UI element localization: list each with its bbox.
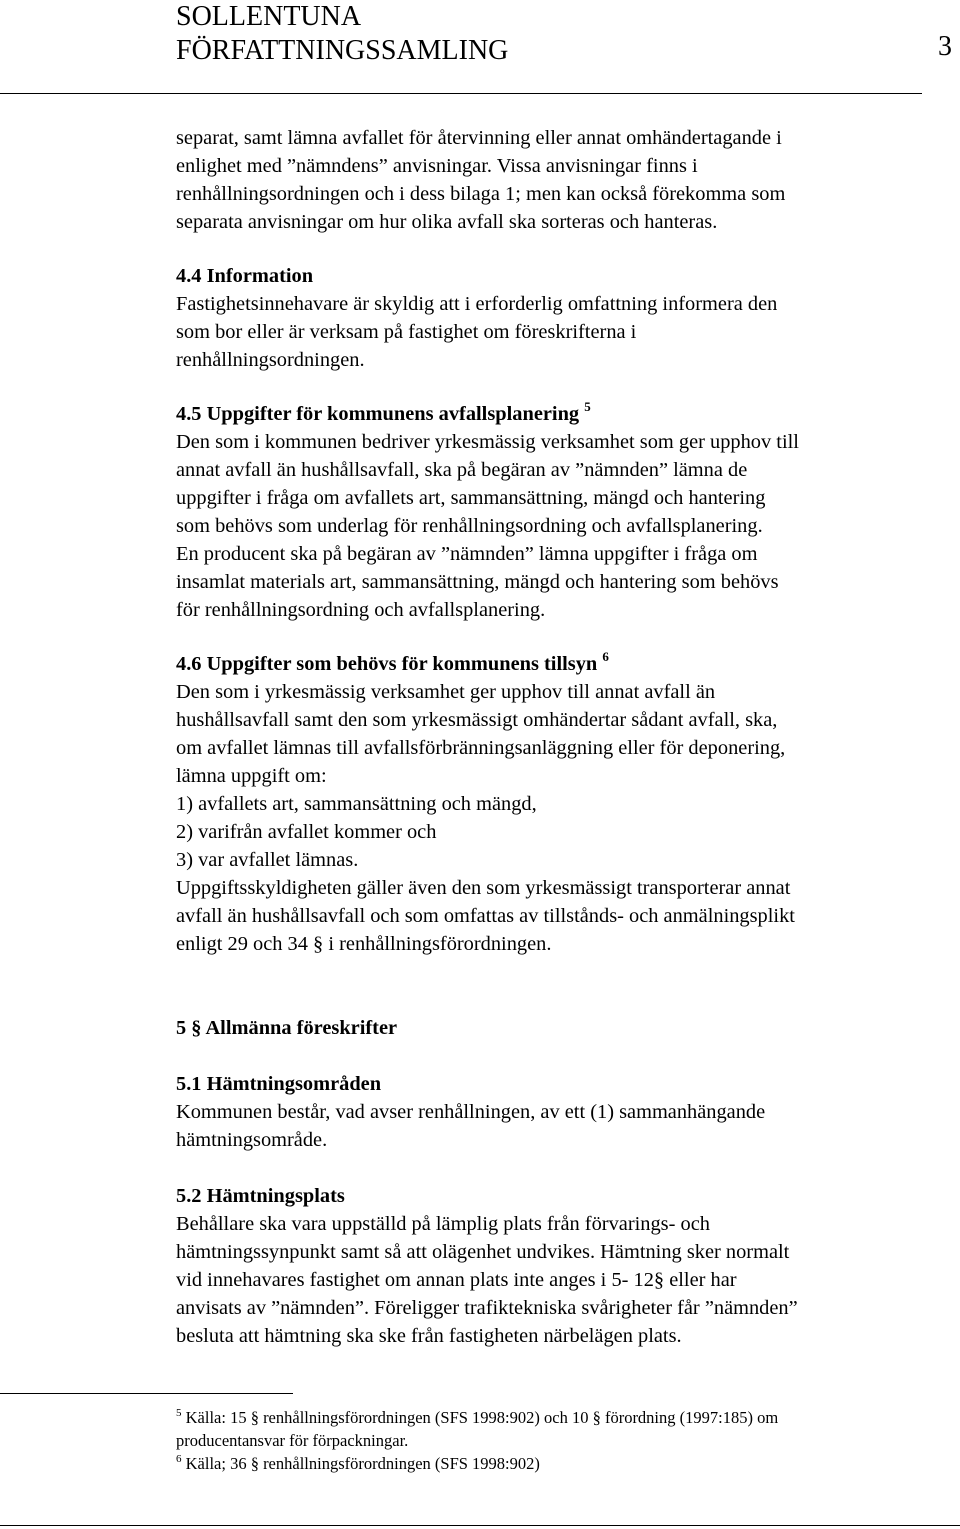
text-line: En producent ska på begäran av ”nämnden” lämna uppgifter i fråga om [176,543,758,565]
footnote-marker: 6 [176,1453,182,1465]
text-line: Den som i yrkesmässig verksamhet ger upphov till annat avfall än [176,681,716,703]
footnote-line [176,1452,916,1475]
footnote-divider [0,1393,293,1394]
document-series-title [176,0,508,68]
text-line: Fastighetsinnehavare är skyldig att i erforderlig omfattning informera den [176,293,778,315]
footnote-text: Källa: 15 § renhållningsförordningen (SFS 1998:902) och 10 § förordning (1997:185) om [185,1408,779,1427]
text-line: hämtningssynpunkt samt så att olägenhet undvikes. Hämtning sker normalt [176,1241,790,1263]
section-4-4 [176,262,916,374]
page-number: 3 [938,31,952,62]
text-line: insamlat materials art, sammansättning, mängd och hantering som behövs [176,571,779,593]
footnote-6 [176,1452,916,1475]
footnote-5 [176,1406,916,1452]
intro-paragraph [176,124,916,236]
title-line-2: FÖRFATTNINGSSAMLING [176,35,509,66]
footnotes [176,1406,916,1475]
chapter-heading: 5 § Allmänna föreskrifter [176,1017,398,1039]
text-line: som bor eller är verksam på fastighet om föreskrifterna i [176,321,637,343]
footnote-line [176,1406,916,1429]
text-line: enligt 29 och 34 § i renhållningsförordningen. [176,933,552,955]
footnote-reference: 5 [584,399,591,414]
header-divider [0,93,922,94]
text-line: renhållningsordningen och i dess bilaga 1; men kan också förekomma som [176,183,786,205]
footer-divider [0,1525,960,1526]
text-line: Den som i kommunen bedriver yrkesmässig verksamhet som ger upphov till [176,431,799,453]
text-line: hushållsavfall samt den som yrkesmässigt omhändertar sådant avfall, ska, [176,709,778,731]
text-line: Behållare ska vara uppställd på lämplig plats från förvarings- och [176,1213,710,1235]
text-line: avfall än hushållsavfall och som omfattas av tillstånds- och anmälningsplikt [176,905,795,927]
footnote-text: Källa; 36 § renhållningsförordningen (SFS 1998:902) [185,1454,540,1473]
section-heading [176,400,916,428]
text-line: anvisats av ”nämnden”. Föreligger trafiktekniska svårigheter får ”nämnden” [176,1297,798,1319]
heading-text: 4.6 Uppgifter som behövs för kommunens tillsyn [176,653,598,675]
text-line: som behövs som underlag för renhållningsordning och avfallsplanering. [176,515,763,537]
text-line: besluta att hämtning ska ske från fastigheten närbelägen plats. [176,1325,682,1347]
text-line: vid innehavares fastighet om annan plats inte anges i 5- 12§ eller har [176,1269,737,1291]
footnote-reference: 6 [602,649,609,664]
text-line: annat avfall än hushållsavfall, ska på begäran av ”nämnden” lämna de [176,459,748,481]
text-line: enlighet med ”nämndens” anvisningar. Vissa anvisningar finns i [176,155,698,177]
text-line: hämtningsområde. [176,1129,328,1151]
text-line: separata anvisningar om hur olika avfall ska sorteras och hanteras. [176,211,718,233]
document-body [176,124,916,1350]
text-line: om avfallet lämnas till avfallsförbränningsanläggning eller för deponering, [176,737,786,759]
section-5-2 [176,1182,916,1350]
section-4-6 [176,650,916,958]
text-line: för renhållningsordning och avfallsplanering. [176,599,546,621]
text-line: separat, samt lämna avfallet för återvinning eller annat omhändertagande i [176,127,782,149]
section-heading: 5.2 Hämtningsplats [176,1185,345,1207]
heading-text: 4.5 Uppgifter för kommunens avfallsplanering [176,403,580,425]
footnote-marker: 5 [176,1407,182,1419]
section-5-1 [176,1070,916,1154]
section-heading: 5.1 Hämtningsområden [176,1073,382,1095]
text-line: uppgifter i fråga om avfallets art, sammansättning, mängd och hantering [176,487,766,509]
list-item: 3) var avfallet lämnas. [176,849,359,871]
section-5 [176,1014,916,1042]
text-line: renhållningsordningen. [176,349,365,371]
footnote-line: producentansvar för förpackningar. [176,1431,409,1450]
list-item: 1) avfallets art, sammansättning och mängd, [176,793,537,815]
title-line-1: SOLLENTUNA [176,1,362,32]
text-line: Kommunen består, vad avser renhållningen, av ett (1) sammanhängande [176,1101,766,1123]
text-line: Uppgiftsskyldigheten gäller även den som yrkesmässigt transporterar annat [176,877,791,899]
section-heading: 4.4 Information [176,265,314,287]
section-heading [176,650,916,678]
text-line: lämna uppgift om: [176,765,327,787]
list-item: 2) varifrån avfallet kommer och [176,821,437,843]
section-4-5 [176,400,916,624]
